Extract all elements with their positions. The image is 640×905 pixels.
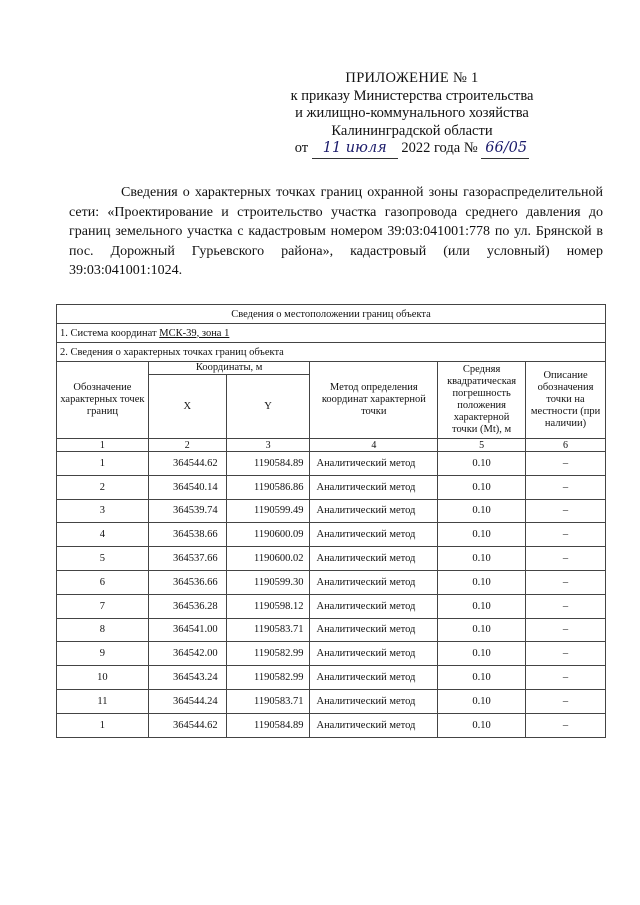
coordinate-system-value: МСК-39, зона 1 (159, 327, 230, 339)
y-coordinate-cell: 1190599.49 (226, 499, 310, 523)
y-coordinate-cell: 1190582.99 (226, 666, 310, 690)
x-coordinate-cell: 364539.74 (148, 499, 226, 523)
error-cell: 0.10 (438, 689, 526, 713)
header-error: Средняя квадратическая погрешность положения характерной точки (Mt), м (438, 362, 526, 439)
point-id-cell: 1 (57, 452, 149, 476)
error-cell: 0.10 (438, 713, 526, 737)
x-coordinate-cell: 364536.28 (148, 594, 226, 618)
method-cell: Аналитический метод (310, 594, 438, 618)
method-cell: Аналитический метод (310, 523, 438, 547)
header-coordinates: Координаты, м (148, 362, 310, 375)
method-cell: Аналитический метод (310, 666, 438, 690)
section-2-title: 2. Сведения о характерных точках границ объекта (57, 343, 606, 362)
x-coordinate-cell: 364543.24 (148, 666, 226, 690)
x-coordinate-cell: 364544.62 (148, 713, 226, 737)
handwritten-order-number: 66/05 (481, 140, 529, 159)
table-row (57, 618, 606, 642)
error-cell: 0.10 (438, 475, 526, 499)
appendix-title: ПРИЛОЖЕНИЕ № 1 (345, 70, 479, 86)
method-cell: Аналитический метод (310, 452, 438, 476)
point-id-cell: 10 (57, 666, 149, 690)
y-coordinate-cell: 1190586.86 (226, 475, 310, 499)
error-cell: 0.10 (438, 666, 526, 690)
description-cell: – (526, 642, 606, 666)
table-row (57, 475, 606, 499)
error-cell: 0.10 (438, 594, 526, 618)
y-coordinate-cell: 1190600.02 (226, 547, 310, 571)
error-cell: 0.10 (438, 452, 526, 476)
error-cell: 0.10 (438, 523, 526, 547)
header-point: Обозначение характерных точек границ (57, 362, 149, 439)
point-id-cell: 8 (57, 618, 149, 642)
table-row (57, 689, 606, 713)
x-coordinate-cell: 364538.66 (148, 523, 226, 547)
table-row (57, 713, 606, 737)
date-suffix: 2022 года № (401, 140, 478, 156)
point-id-cell: 11 (57, 689, 149, 713)
description-cell: – (526, 570, 606, 594)
table-row (57, 666, 606, 690)
method-cell: Аналитический метод (310, 475, 438, 499)
order-line-3: Калининградской области (331, 122, 493, 139)
method-cell: Аналитический метод (310, 689, 438, 713)
method-cell: Аналитический метод (310, 713, 438, 737)
column-number: 1 (57, 439, 149, 452)
y-coordinate-cell: 1190584.89 (226, 713, 310, 737)
x-coordinate-cell: 364540.14 (148, 475, 226, 499)
table-row (57, 594, 606, 618)
method-cell: Аналитический метод (310, 642, 438, 666)
method-cell: Аналитический метод (310, 618, 438, 642)
header-method: Метод определения координат характерной точки (310, 362, 438, 439)
order-line-2: и жилищно-коммунального хозяйства (295, 105, 529, 121)
description-cell: – (526, 547, 606, 571)
method-cell: Аналитический метод (310, 547, 438, 571)
description-cell: – (526, 689, 606, 713)
x-coordinate-cell: 364537.66 (148, 547, 226, 571)
y-coordinate-cell: 1190583.71 (226, 618, 310, 642)
y-coordinate-cell: 1190600.09 (226, 523, 310, 547)
x-coordinate-cell: 364542.00 (148, 642, 226, 666)
table-row (57, 523, 606, 547)
description-cell: – (526, 713, 606, 737)
column-number: 4 (310, 439, 438, 452)
table-body (57, 452, 606, 738)
point-id-cell: 7 (57, 594, 149, 618)
y-coordinate-cell: 1190599.30 (226, 570, 310, 594)
point-id-cell: 2 (57, 475, 149, 499)
table-row (57, 547, 606, 571)
coordinate-system-row (57, 324, 606, 343)
intro-paragraph: Сведения о характерных точках границ охранной зоны газораспределительной сети: «Проектирование и строительство участка газопровода среднего давления до границ земельного участка с кадастровым номером 39:03:041001:778 по ул. Брянской в пос. Дорожный Гурьевского района», кадастровый (или условный) номер 39:03:041001:1024. (69, 185, 603, 278)
y-coordinate-cell: 1190583.71 (226, 689, 310, 713)
error-cell: 0.10 (438, 642, 526, 666)
order-line-1: к приказу Министерства строительства (290, 87, 534, 104)
description-cell: – (526, 452, 606, 476)
table-row (57, 452, 606, 476)
coordinate-system-label: 1. Система координат (60, 327, 157, 339)
column-number: 6 (526, 439, 606, 452)
y-coordinate-cell: 1190584.89 (226, 452, 310, 476)
table-title: Сведения о местоположении границ объекта (57, 305, 606, 324)
column-number: 5 (438, 439, 526, 452)
table-row (57, 499, 606, 523)
appendix-header (262, 70, 562, 159)
column-numbers-row (57, 439, 606, 452)
header-y: Y (226, 375, 310, 439)
method-cell: Аналитический метод (310, 499, 438, 523)
boundary-points-table (56, 304, 606, 738)
handwritten-date: 11 июля (312, 140, 398, 159)
x-coordinate-cell: 364541.00 (148, 618, 226, 642)
description-cell: – (526, 499, 606, 523)
x-coordinate-cell: 364544.24 (148, 689, 226, 713)
error-cell: 0.10 (438, 570, 526, 594)
column-number: 3 (226, 439, 310, 452)
point-id-cell: 5 (57, 547, 149, 571)
description-cell: – (526, 594, 606, 618)
error-cell: 0.10 (438, 547, 526, 571)
point-id-cell: 6 (57, 570, 149, 594)
date-prefix: от (294, 140, 309, 156)
point-id-cell: 3 (57, 499, 149, 523)
table-row (57, 570, 606, 594)
header-description: Описание обозначения точки на местности (при наличии) (526, 362, 606, 439)
description-cell: – (526, 523, 606, 547)
y-coordinate-cell: 1190582.99 (226, 642, 310, 666)
description-cell: – (526, 475, 606, 499)
error-cell: 0.10 (438, 618, 526, 642)
description-cell: – (526, 618, 606, 642)
header-x: X (148, 375, 226, 439)
order-date-line (262, 140, 562, 159)
x-coordinate-cell: 364536.66 (148, 570, 226, 594)
description-cell: – (526, 666, 606, 690)
point-id-cell: 1 (57, 713, 149, 737)
column-number: 2 (148, 439, 226, 452)
method-cell: Аналитический метод (310, 570, 438, 594)
error-cell: 0.10 (438, 499, 526, 523)
point-id-cell: 4 (57, 523, 149, 547)
point-id-cell: 9 (57, 642, 149, 666)
y-coordinate-cell: 1190598.12 (226, 594, 310, 618)
x-coordinate-cell: 364544.62 (148, 452, 226, 476)
table-row (57, 642, 606, 666)
